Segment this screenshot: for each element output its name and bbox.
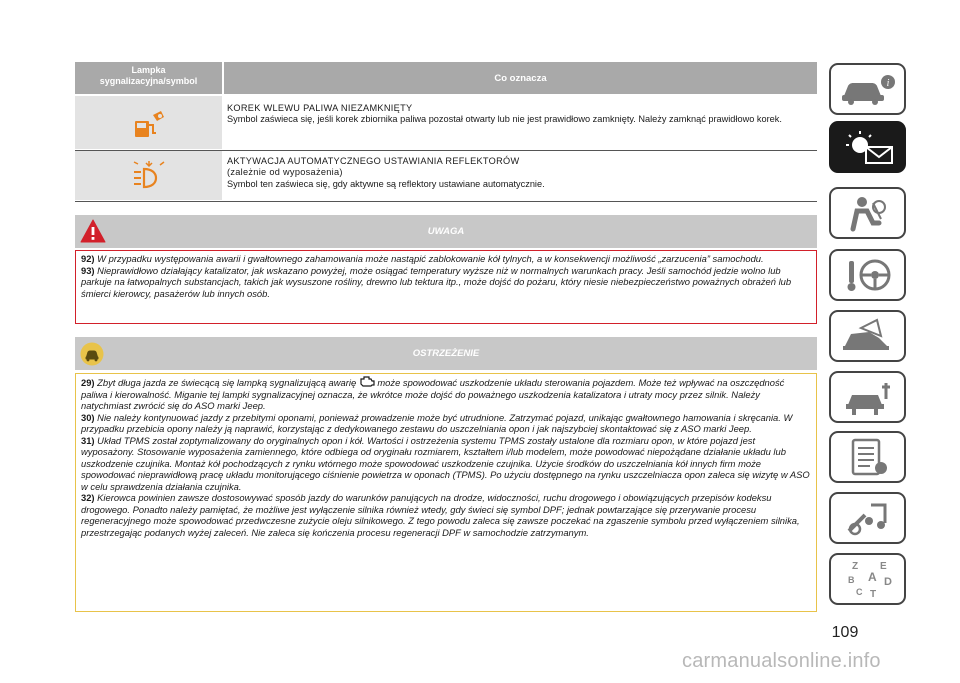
car-info-icon[interactable] <box>829 63 906 115</box>
engine-check-icon <box>359 376 375 387</box>
svg-text:A: A <box>867 570 877 584</box>
list-item: 31) Układ TPMS został zoptymalizowany do oryginalnych opon i kół. Wartości i ostrzeżenia systemu TPMS zostały ustalone dla rozmiaru opon, w które pojazd jest wyposażony. Stosowanie wyposażenia zamiennego, które odbiega od oryginału rozmiarem, kształtem i/lub modelem, może powodować niepożądane działanie układu lub uszkodzenie czujnika. Montaż kół pochodzących z rynku wtórnego może spowodować uszkodzenie czujnika. Użycie środków do uszczelniania kół innych firm może spowodować nieprawidłową pracę układu monitorującego ciśnienie powietrza w oponach (TPMS). Po użyciu dostępnego na rynku uszczelniacza opon zaleca się wizytę w ASO w celu sprawdzenia działania czujnika. <box>81 434 810 492</box>
list-item: 30) Nie należy kontynuować jazdy z przebitymi oponami, ponieważ prowadzenie może być utrudnione. Zatrzymać pojazd, unikając gwałtownego hamowania i skręcania. W przypadku przebicia opony należy ją naprawić, korzystając z dedykowanego zestawu do uszczelniania opon i jak najszybciej skontaktować się z ASO marki Jeep. <box>81 411 793 434</box>
warning-title: UWAGA <box>427 226 465 237</box>
maintenance-icon[interactable] <box>829 371 906 423</box>
list-item: 32) Kierowca powinien zawsze dostosowywać sposób jazdy do warunków panujących na drodze, widoczności, ruchu drogowego i obowiązujących przepisów kodeksu drogowego. Ponadto należy pamiętać, że możliwe jest wyłączenie silnika również wtedy, gdy świeci się symbol DPF; jednak powtarzające się przerywanie procesu regeneracyjnego może spowodować przedwczesne zużycie oleju silnikowego. Z tego powodu zaleca się zawsze poczekać na zgaszenie symbolu przed wyłączeniem silnika, przestrzegając podanych wyżej zaleceń. Nie zaleca się kończenia procesu regeneracji DPF w samochodzie zatrzymanym. <box>81 492 800 538</box>
list-item: 29) Zbyt długa jazda ze świecącą się lampką sygnalizującą awarię może spowodować uszkodzenie układu sterowania pojazdem. Może też wpływać na oszczędność paliwa i kierowalność. Miganie tej lampki sygnalizacyjnej oznacza, że wkrótce może dojść do poważnego uszkodzenia katalizatora i utraty mocy przez silnik. Należy natychmiast zwrócić się do ASO marki Jeep. <box>81 377 785 411</box>
steering-controls-icon[interactable] <box>829 249 906 301</box>
row-title: KOREK WLEWU PALIWA NIEZAMKNIĘTY <box>227 103 413 113</box>
caution-title: OSTRZEŻENIE <box>412 348 480 359</box>
table-header-symbol <box>75 62 222 94</box>
row-divider <box>75 201 817 202</box>
list-item: 92) W przypadku występowania awarii i gwałtownego zahamowania może nastąpić zablokowanie kół tylnych, a w konsekwencji możliwość „zarzucenia” samochodu. <box>81 253 764 264</box>
svg-text:B: B <box>847 575 854 585</box>
list-item: 93) Nieprawidłowo działający katalizator, jak wskazano powyżej, może osiągać temperatury wyższe niż w normalnych warunkach pracy. Jeśli samochód jedzie wolno lub parkuje na łatwopalnych substancjach, takich jak wysuszone rośliny, drewno lub tektura itp., może dojść do pożaru, który niesie niebezpieczeństwo poważnych obrażeń lub śmierci kierowcy, pasażerów lub innych osób. <box>81 264 792 299</box>
headlamp-leveling-icon <box>130 159 168 191</box>
header-line-2: sygnalizacyjna/symbol <box>99 76 198 86</box>
table-row <box>227 103 815 126</box>
caution-box <box>75 373 817 612</box>
airbag-seat-icon[interactable] <box>829 187 906 239</box>
symbol-cell <box>75 96 222 149</box>
svg-text:Z: Z <box>851 561 858 572</box>
row-note: (zależnie od wyposażenia) <box>227 167 343 178</box>
row-text: Symbol zaświeca się, jeśli korek zbiornika paliwa pozostał otwarty lub nie jest prawidłowo zamknięty. Należy zamknąć prawidłowo korek. <box>227 114 782 125</box>
svg-text:D: D <box>883 576 892 588</box>
watermark: carmanualsonline.info <box>682 650 881 672</box>
svg-text:T: T <box>869 589 876 600</box>
multimedia-icon[interactable] <box>829 492 906 544</box>
svg-text:C: C <box>855 587 862 597</box>
table-header-meaning: Co oznacza <box>224 62 817 94</box>
emergency-icon[interactable] <box>829 310 906 362</box>
page-number: 109 <box>831 624 859 641</box>
warning-box <box>75 250 817 324</box>
index-icon[interactable] <box>829 553 906 605</box>
header-line-1: Lampka <box>131 65 166 75</box>
technical-data-icon[interactable] <box>829 431 906 483</box>
row-text: Symbol ten zaświeca się, gdy aktywne są reflektory ustawiane automatycznie. <box>227 178 545 189</box>
svg-text:i: i <box>886 78 889 89</box>
svg-text:E: E <box>879 561 887 572</box>
row-title: AKTYWACJA AUTOMATYCZNEGO USTAWIANIA REFLEKTORÓW <box>227 156 520 166</box>
table-row <box>227 156 815 190</box>
warning-lights-icon[interactable] <box>829 121 906 173</box>
fuel-cap-icon <box>131 109 167 139</box>
symbol-cell <box>75 151 222 200</box>
